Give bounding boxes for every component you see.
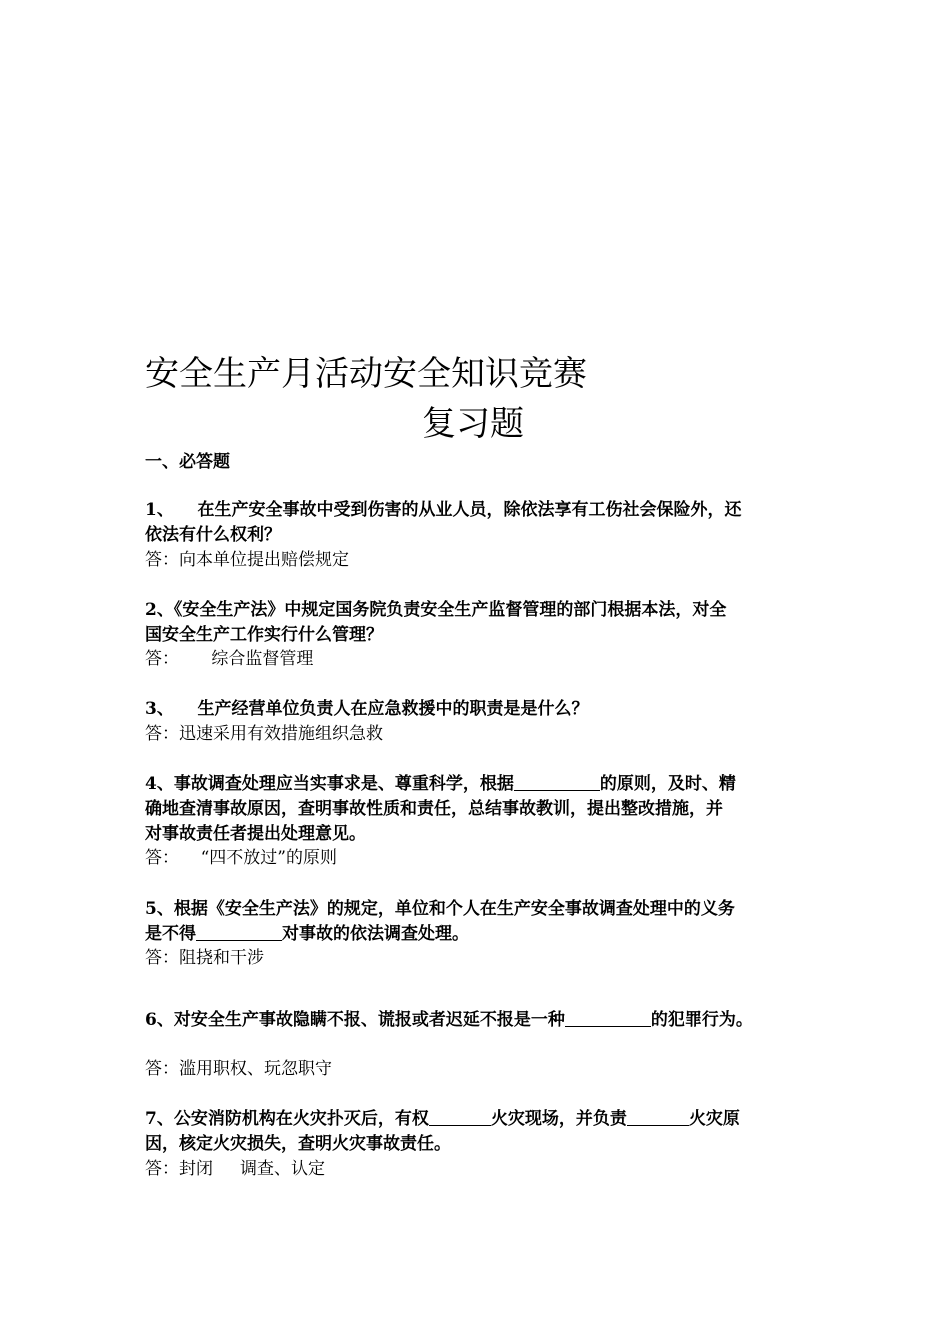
question-5 — [145, 897, 810, 947]
question-5-line-2b: 对事故的依法调查处理。 — [282, 924, 469, 944]
question-1 — [145, 498, 810, 548]
question-7 — [145, 1107, 810, 1157]
question-3 — [145, 697, 810, 722]
fill-blank — [565, 1008, 651, 1027]
answer-3: 答：迅速采用有效措施组织急救 — [145, 724, 383, 744]
question-4 — [145, 772, 810, 847]
document-title: 安全生产月活动安全知识竞赛 — [145, 354, 587, 394]
question-3-text: 生产经营单位负责人在应急救援中的职责是是什么？ — [197, 699, 589, 719]
question-1-line-1: 在生产安全事故中受到伤害的从业人员，除依法享有工伤社会保险外，还 — [197, 500, 742, 520]
fill-blank — [514, 772, 600, 791]
question-7-line-1a: 7、公安消防机构在火灾扑灭后，有权 — [145, 1109, 429, 1129]
question-1-number: 1、 — [145, 500, 174, 520]
answer-6: 答：滥用职权、玩忽职守 — [145, 1059, 332, 1079]
question-4-line-1a: 4、事故调查处理应当实事求是、尊重科学，根据 — [145, 774, 514, 794]
question-3-number: 3、 — [145, 699, 174, 719]
section-heading: 一、必答题 — [145, 452, 230, 472]
question-6-line-1a: 6、对安全生产事故隐瞒不报、谎报或者迟延不报是一种 — [145, 1010, 565, 1030]
answer-7: 答：封闭 调查、认定 — [145, 1159, 326, 1179]
question-5-line-1: 5、根据《安全生产法》的规定，单位和个人在生产安全事故调查处理中的义务 — [145, 899, 735, 919]
document-subtitle: 复习题 — [422, 404, 524, 444]
question-5-line-2a: 是不得 — [145, 924, 196, 944]
fill-blank — [627, 1107, 689, 1126]
question-7-line-1b: 火灾现场，并负责 — [490, 1109, 627, 1129]
answer-4: 答： “四不放过”的原则 — [145, 848, 337, 868]
answer-1: 答：向本单位提出赔偿规定 — [145, 550, 349, 570]
answer-2: 答： 综合监督管理 — [145, 649, 314, 669]
question-2-line-2: 国安全生产工作实行什么管理？ — [145, 625, 383, 645]
question-7-line-1c: 火灾原 — [688, 1109, 740, 1129]
question-7-line-2: 因，核定火灾损失，查明火灾事故责任。 — [145, 1134, 451, 1154]
question-6-line-1b: 的犯罪行为。 — [650, 1010, 753, 1030]
question-2-line-1: 2、《安全生产法》中规定国务院负责安全生产监督管理的部门根据本法，对全 — [145, 600, 727, 620]
answer-5: 答：阻挠和干涉 — [145, 948, 264, 968]
question-1-line-2: 依法有什么权利？ — [145, 525, 281, 545]
fill-blank — [196, 922, 282, 941]
question-4-line-3: 对事故责任者提出处理意见。 — [145, 824, 366, 844]
fill-blank — [429, 1107, 491, 1126]
question-4-line-1b: 的原则，及时、精 — [599, 774, 736, 794]
question-4-line-2: 确地查清事故原因，查明事故性质和责任，总结事故教训，提出整改措施，并 — [145, 799, 723, 819]
question-6 — [145, 1008, 825, 1033]
question-2 — [145, 598, 810, 648]
